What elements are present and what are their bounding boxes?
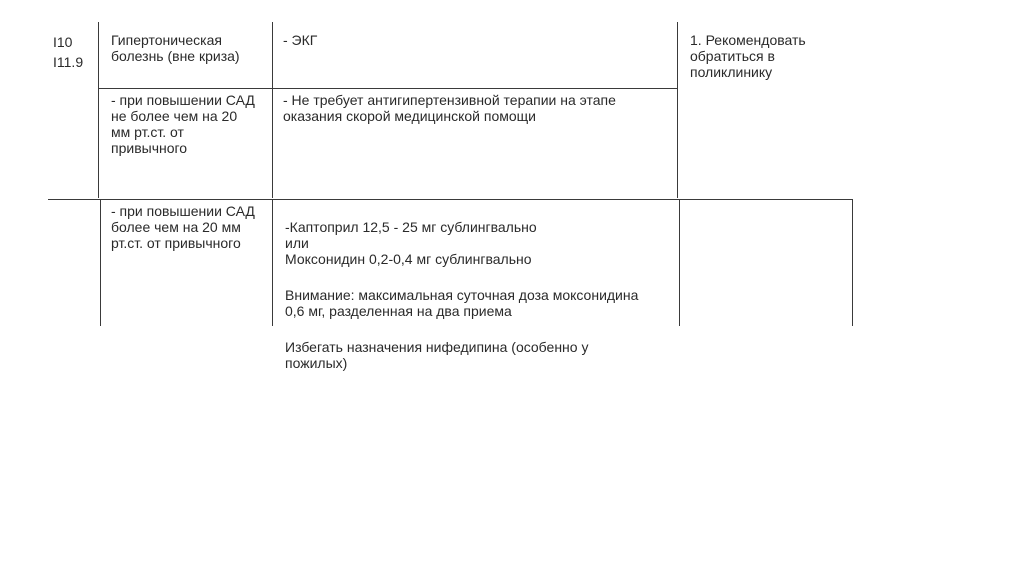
condition-cell-severe: - при повышении САД более чем на 20 мм рт.ст. от привычного <box>111 203 255 251</box>
table-border-left-upper <box>98 22 99 198</box>
table-border-col3-upper <box>677 22 678 198</box>
icd-codes: I10 I11.9 <box>53 34 84 70</box>
table-border-right-lower <box>852 200 853 326</box>
table-border-col2-lower <box>272 200 273 326</box>
table-row-divider-1 <box>98 88 677 89</box>
diagnosis-cell: Гипертоническая болезнь (вне криза) <box>111 32 240 64</box>
condition-cell-mild: - при повышении САД не более чем на 20 мм рт.ст. от привычного <box>111 92 255 156</box>
therapy-drugs: -Каптоприл 12,5 - 25 мг сублингвально или Моксонидин 0,2-0,4 мг сублингвально <box>285 219 537 267</box>
exam-cell: - ЭКГ <box>283 32 318 48</box>
table-border-col2-upper <box>272 22 273 198</box>
therapy-warning: Внимание: максимальная суточная доза моксонидина 0,6 мг, разделенная на два приема <box>285 287 639 319</box>
table-row-divider-2 <box>48 199 853 200</box>
table-border-col3-lower <box>679 200 680 326</box>
therapy-cell-mild: - Не требует антигипертензивной терапии на этапе оказания скорой медицинской помощи <box>283 92 616 124</box>
table-border-left-lower <box>100 200 101 326</box>
recommendation-cell: 1. Рекомендовать обратиться в поликлинику <box>690 32 806 80</box>
therapy-cell-severe <box>285 203 638 387</box>
therapy-avoid-note: Избегать назначения нифедипина (особенно у пожилых) <box>285 339 589 371</box>
